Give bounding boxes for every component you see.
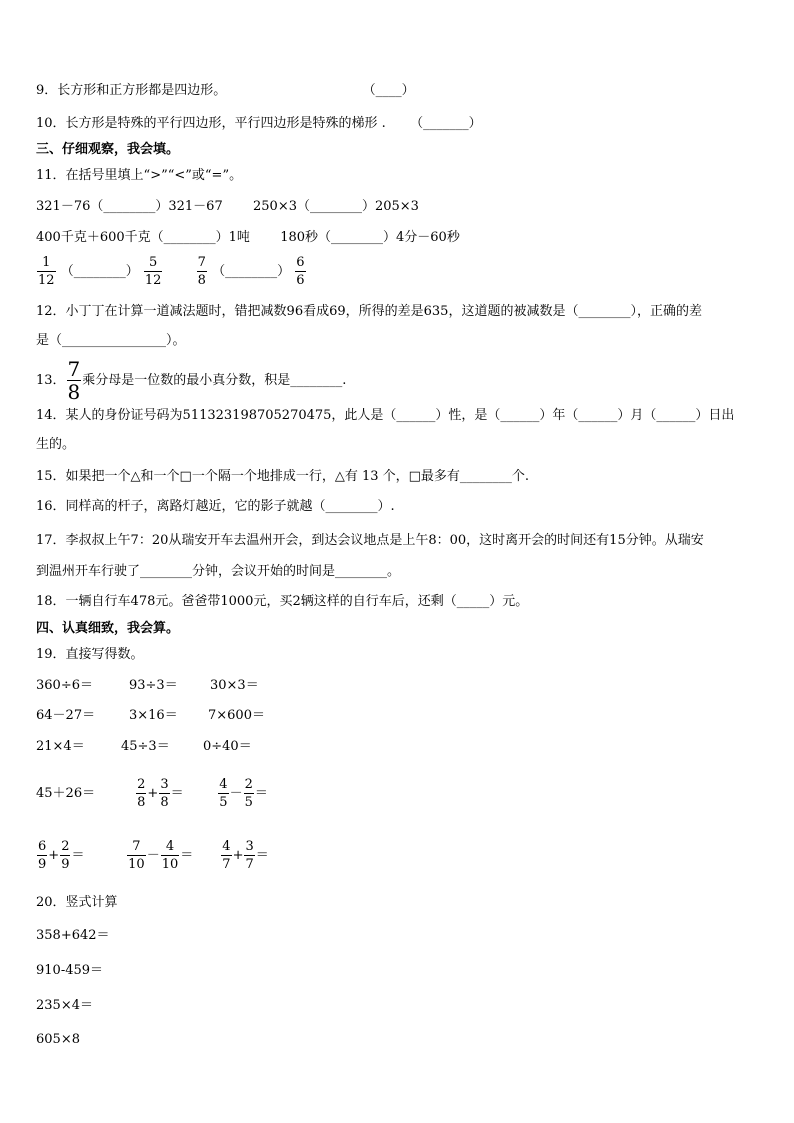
fraction: $\frac{4}{5}$ bbox=[219, 777, 228, 810]
calc-row-5 bbox=[36, 838, 269, 873]
vertical-calc-item: 605×8 bbox=[36, 1032, 80, 1047]
fraction: $\frac{3}{8}$ bbox=[160, 777, 169, 810]
fraction-expression: $\frac{6}{9}$ + $\frac{2}{9}$ ＝ bbox=[38, 839, 85, 872]
vertical-calc-item: 235×4＝ bbox=[36, 998, 93, 1013]
fraction-expression: $\frac{4}{5}$ － $\frac{2}{5}$ ＝ bbox=[219, 777, 268, 810]
compare-item: 250×3（________）205×3 bbox=[253, 199, 419, 214]
question-9 bbox=[36, 82, 415, 100]
compare-item: 400千克＋600千克（________）1吨 bbox=[36, 230, 250, 245]
question-13 bbox=[36, 358, 346, 403]
fraction: $\frac{7}{8}$ bbox=[197, 255, 206, 288]
calc-item: 21×4＝ bbox=[36, 739, 85, 754]
question-14-line-1: 14．某人的身份证号码为511323198705270475，此人是（______）性，是（______）年（______）月（______）日出 bbox=[36, 408, 735, 423]
fraction: $\frac{6}{9}$ bbox=[38, 839, 47, 872]
compare-blank: （________） bbox=[60, 264, 139, 279]
compare-item: 321－76（________）321－67 bbox=[36, 199, 223, 214]
question-16: 16．同样高的杆子，离路灯越近，它的影子就越（________）. bbox=[36, 499, 395, 514]
question-12-line-2: 是（________________）。 bbox=[36, 333, 186, 348]
calc-item: 0÷40＝ bbox=[203, 739, 252, 754]
section-3-heading: 三、仔细观察，我会填。 bbox=[36, 142, 180, 157]
compare-item: 180秒（________）4分－60秒 bbox=[280, 230, 460, 245]
question-9-answer-paren: （____） bbox=[362, 83, 415, 98]
fraction: $\frac{7}{10}$ bbox=[128, 839, 145, 872]
question-19-stem: 19．直接写得数。 bbox=[36, 647, 144, 662]
question-13-number: 13． bbox=[36, 373, 66, 388]
question-14-line-2: 生的。 bbox=[36, 437, 76, 452]
fraction: $\frac{2}{8}$ bbox=[137, 777, 146, 810]
question-11-row-3 bbox=[36, 254, 307, 289]
question-10 bbox=[36, 115, 482, 133]
fraction: $\frac{4}{10}$ bbox=[161, 839, 179, 872]
section-4-heading: 四、认真细致，我会算。 bbox=[36, 621, 180, 636]
calc-item: 45＋26＝ bbox=[36, 786, 96, 801]
vertical-calc-item: 910-459＝ bbox=[36, 963, 104, 978]
question-11-stem: 11．在括号里填上“>”“<”或“=”。 bbox=[36, 168, 243, 183]
calc-item: 45÷3＝ bbox=[121, 739, 170, 754]
fraction: $\frac{5}{12}$ bbox=[144, 255, 162, 288]
question-13-text: 乘分母是一位数的最小真分数，积是________. bbox=[82, 373, 347, 388]
question-17-line-2: 到温州开车行驶了________分钟，会议开始的时间是________。 bbox=[36, 564, 401, 579]
fraction-expression: $\frac{4}{7}$ + $\frac{3}{7}$ ＝ bbox=[222, 839, 269, 872]
fraction: $\frac{1}{12}$ bbox=[38, 255, 55, 288]
fraction-expression: $\frac{2}{8}$ + $\frac{3}{8}$ ＝ bbox=[137, 777, 184, 810]
fraction: $\frac{6}{6}$ bbox=[296, 255, 305, 288]
calc-item: 64－27＝ bbox=[36, 708, 96, 723]
question-17-line-1: 17．李叔叔上午7：20从瑞安开车去温州开会，到达会议地点是上午8：00，这时离开会的时间还有15分钟。从瑞安 bbox=[36, 533, 704, 548]
calc-row-3 bbox=[36, 738, 252, 756]
fraction: $\frac{2}{5}$ bbox=[244, 777, 253, 810]
vertical-calc-item: 358+642＝ bbox=[36, 928, 110, 943]
calc-item: 93÷3＝ bbox=[129, 678, 178, 693]
question-11-row-1 bbox=[36, 198, 419, 216]
question-9-text: 9．长方形和正方形都是四边形。 bbox=[36, 83, 227, 98]
question-11-row-2 bbox=[36, 229, 460, 247]
calc-item: 3×16＝ bbox=[129, 708, 178, 723]
question-15: 15．如果把一个△和一个□一个隔一个地排成一行，△有 13 个，□最多有________个. bbox=[36, 469, 530, 484]
fraction: $\frac{2}{9}$ bbox=[61, 839, 70, 872]
calc-item: 30×3＝ bbox=[210, 678, 259, 693]
question-10-text: 10．长方形是特殊的平行四边形，平行四边形是特殊的梯形 . bbox=[36, 116, 386, 131]
calc-item: 7×600＝ bbox=[208, 708, 265, 723]
calc-row-2 bbox=[36, 707, 265, 725]
question-10-answer-paren: （_______） bbox=[410, 116, 482, 131]
question-18: 18．一辆自行车478元。爸爸带1000元，买2辆这样的自行车后，还剩（_____）元。 bbox=[36, 594, 529, 609]
fraction-expression: $\frac{7}{10}$ － $\frac{4}{10}$ ＝ bbox=[128, 839, 194, 872]
fraction: $\frac{3}{7}$ bbox=[245, 839, 254, 872]
calc-row-1 bbox=[36, 677, 259, 695]
question-12-line-1: 12．小丁丁在计算一道减法题时，错把减数96看成69，所得的差是635，这道题的被减数是（________），正确的差 bbox=[36, 304, 702, 319]
calc-item: 360÷6＝ bbox=[36, 678, 93, 693]
compare-blank: （________） bbox=[212, 264, 291, 279]
fraction: $\frac{4}{7}$ bbox=[222, 839, 231, 872]
question-20-stem: 20．竖式计算 bbox=[36, 895, 118, 910]
fraction: $\frac{7}{8}$ bbox=[67, 357, 81, 404]
calc-row-4 bbox=[36, 776, 268, 811]
